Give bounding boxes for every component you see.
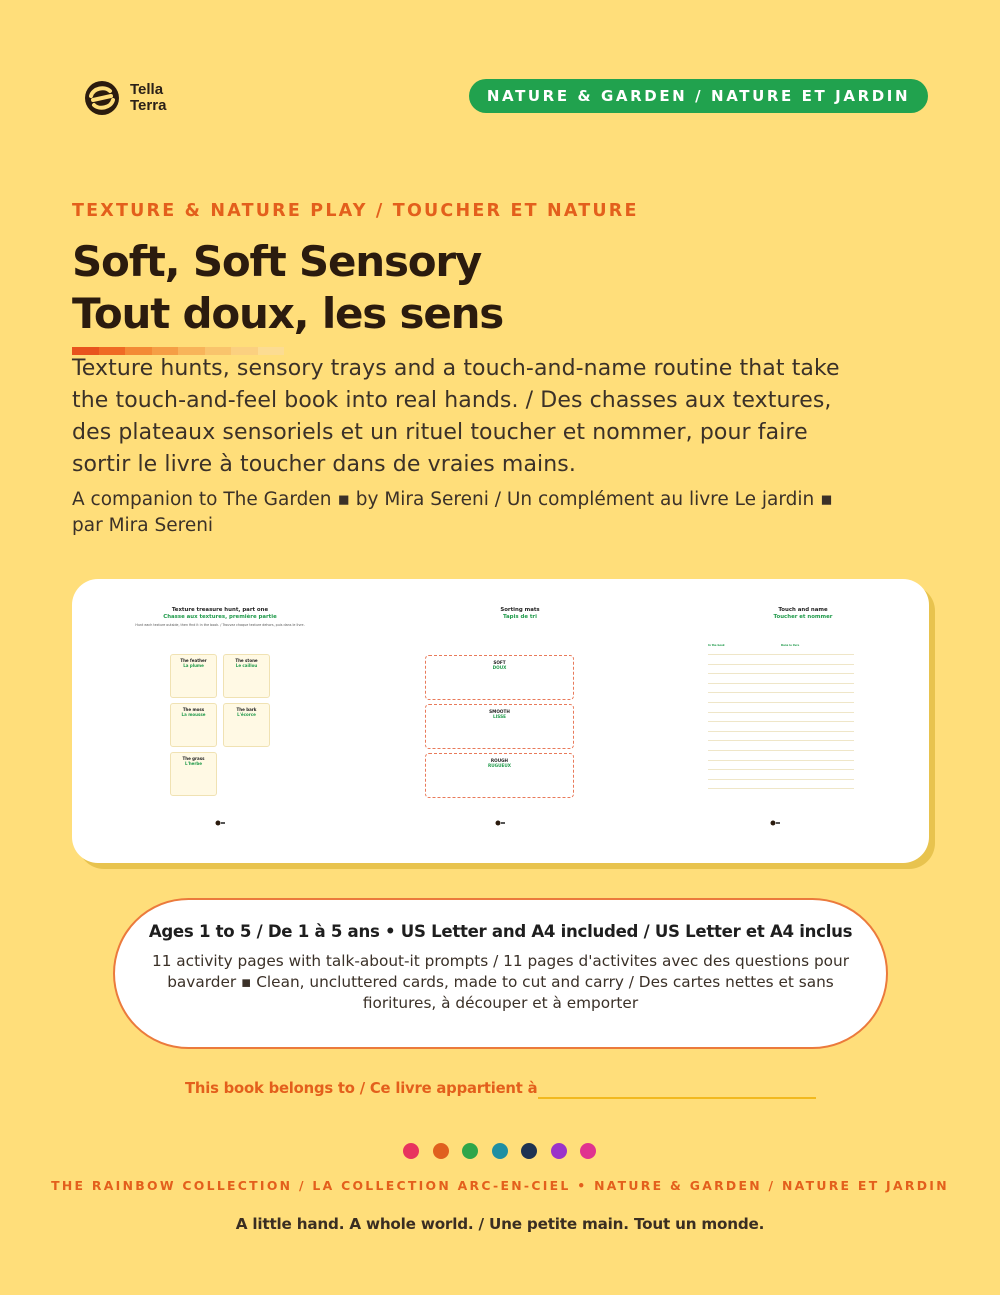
sorting-mat-en: SMOOTH bbox=[489, 709, 510, 714]
table-row bbox=[708, 740, 854, 741]
title-line-english: Soft, Soft Sensory bbox=[72, 237, 482, 286]
sorting-mat-en: SOFT bbox=[493, 660, 506, 665]
table-row bbox=[708, 760, 854, 761]
texture-card-fr: L'écorce bbox=[237, 712, 256, 717]
tagline: A little hand. A whole world. / Une petite main. Tout un monde. bbox=[235, 1215, 765, 1233]
info-headline: Ages 1 to 5 / De 1 à 5 ans • US Letter and A4 included / US Letter et A4 inclus bbox=[148, 922, 853, 941]
texture-card-en: The grass bbox=[182, 756, 205, 761]
table-row bbox=[708, 779, 854, 780]
preview-page-title: Touch and name bbox=[778, 607, 828, 613]
table-row bbox=[708, 692, 854, 693]
lead-paragraph: Texture hunts, sensory trays and a touch-and-name routine that take the touch-and-feel book into real hands. / Des chasses aux textures, des plateaux sensoriels et un rituel toucher et nommer, pour faire sortir le livre à toucher dans de vraies mains. bbox=[72, 356, 840, 477]
rainbow-dot bbox=[492, 1143, 508, 1159]
rainbow-dot bbox=[462, 1143, 478, 1159]
preview-page-logo-icon bbox=[495, 820, 505, 826]
texture-card-fr: L'herbe bbox=[185, 761, 202, 766]
brand-name-line1: Tella bbox=[130, 81, 164, 98]
table-row bbox=[708, 654, 854, 655]
table-header-fr: Dans le livre bbox=[781, 644, 800, 647]
table-row bbox=[708, 712, 854, 713]
texture-card-fr: Le caillou bbox=[235, 663, 258, 668]
rainbow-dot bbox=[551, 1143, 567, 1159]
preview-page-subtitle: Tapis de tri bbox=[503, 614, 537, 620]
texture-card-fr: La plume bbox=[183, 663, 204, 668]
table-row bbox=[708, 788, 854, 789]
texture-card-en: The bark bbox=[236, 707, 257, 712]
category-badge: NATURE & GARDEN / NATURE ET JARDIN bbox=[469, 79, 928, 113]
preview-page-subtitle: Toucher et nommer bbox=[773, 614, 833, 620]
sorting-mat-fr: RUGUEUX bbox=[488, 763, 511, 768]
preview-page-texture-hunt bbox=[125, 607, 315, 837]
preview-page-logo-icon bbox=[770, 820, 780, 826]
brand-name-line2: Terra bbox=[130, 97, 167, 114]
table-row bbox=[708, 731, 854, 732]
name-write-line[interactable] bbox=[538, 1097, 816, 1099]
table-row bbox=[708, 769, 854, 770]
table-row bbox=[708, 683, 854, 684]
rainbow-dot bbox=[403, 1143, 419, 1159]
sorting-mat bbox=[425, 655, 574, 700]
texture-card-en: The moss bbox=[182, 707, 205, 712]
section-kicker: TEXTURE & NATURE PLAY / TOUCHER ET NATURE bbox=[72, 201, 639, 221]
table-row bbox=[708, 750, 854, 751]
page-preview-panel bbox=[72, 579, 929, 863]
texture-card bbox=[170, 703, 217, 747]
tella-terra-logo-icon bbox=[84, 80, 120, 116]
preview-page-logo-icon bbox=[215, 820, 225, 826]
texture-card bbox=[223, 703, 270, 747]
belongs-to-label: This book belongs to / Ce livre appartient à bbox=[185, 1080, 538, 1097]
texture-card bbox=[170, 654, 217, 698]
rainbow-dot bbox=[433, 1143, 449, 1159]
table-row bbox=[708, 702, 854, 703]
sorting-mat-fr: DOUX bbox=[492, 665, 507, 670]
texture-card-en: The stone bbox=[235, 658, 258, 663]
texture-card-fr: La mousse bbox=[181, 712, 206, 717]
info-body: 11 activity pages with talk-about-it prompts / 11 pages d'activites avec des questions pour bavarder ▪ Clean, uncluttered cards, made to cut and carry / Des cartes nettes et sans fioritures, à découper et à emporter bbox=[151, 952, 850, 1012]
sorting-mat-fr: LISSE bbox=[493, 714, 506, 719]
rainbow-dot bbox=[521, 1143, 537, 1159]
table-row bbox=[708, 664, 854, 665]
preview-page-intro: Hunt each texture outside, then find it in the book. / Trouvez chaque texture dehors, puis dans le livre. bbox=[135, 623, 305, 627]
collection-footer: THE RAINBOW COLLECTION / LA COLLECTION ARC-EN-CIEL • NATURE & GARDEN / NATURE ET JARDIN bbox=[51, 1178, 949, 1193]
sorting-mat bbox=[425, 704, 574, 749]
page-title bbox=[72, 236, 952, 340]
texture-card-en: The feather bbox=[180, 658, 207, 663]
sorting-mat-en: ROUGH bbox=[490, 758, 509, 763]
sorting-mat bbox=[425, 753, 574, 798]
companion-line: A companion to The Garden ▪ by Mira Sereni / Un complément au livre Le jardin ▪ par Mira Sereni bbox=[72, 489, 833, 536]
preview-page-title: Sorting mats bbox=[500, 607, 540, 613]
table-row bbox=[708, 721, 854, 722]
info-pill bbox=[113, 898, 888, 1049]
texture-card bbox=[223, 654, 270, 698]
preview-page-subtitle: Chasse aux textures, première partie bbox=[163, 614, 277, 620]
brand-name bbox=[130, 82, 166, 114]
table-header-en: In the book bbox=[708, 644, 725, 647]
title-line-french: Tout doux, les sens bbox=[72, 289, 504, 338]
brand-logo bbox=[84, 80, 166, 116]
table-row bbox=[708, 673, 854, 674]
preview-page-touch-and-name bbox=[708, 607, 898, 837]
preview-page-title: Texture treasure hunt, part one bbox=[171, 607, 269, 613]
preview-page-sorting-mats bbox=[425, 607, 615, 837]
texture-card bbox=[170, 752, 217, 796]
rainbow-dot bbox=[580, 1143, 596, 1159]
rainbow-dots bbox=[403, 1143, 610, 1159]
